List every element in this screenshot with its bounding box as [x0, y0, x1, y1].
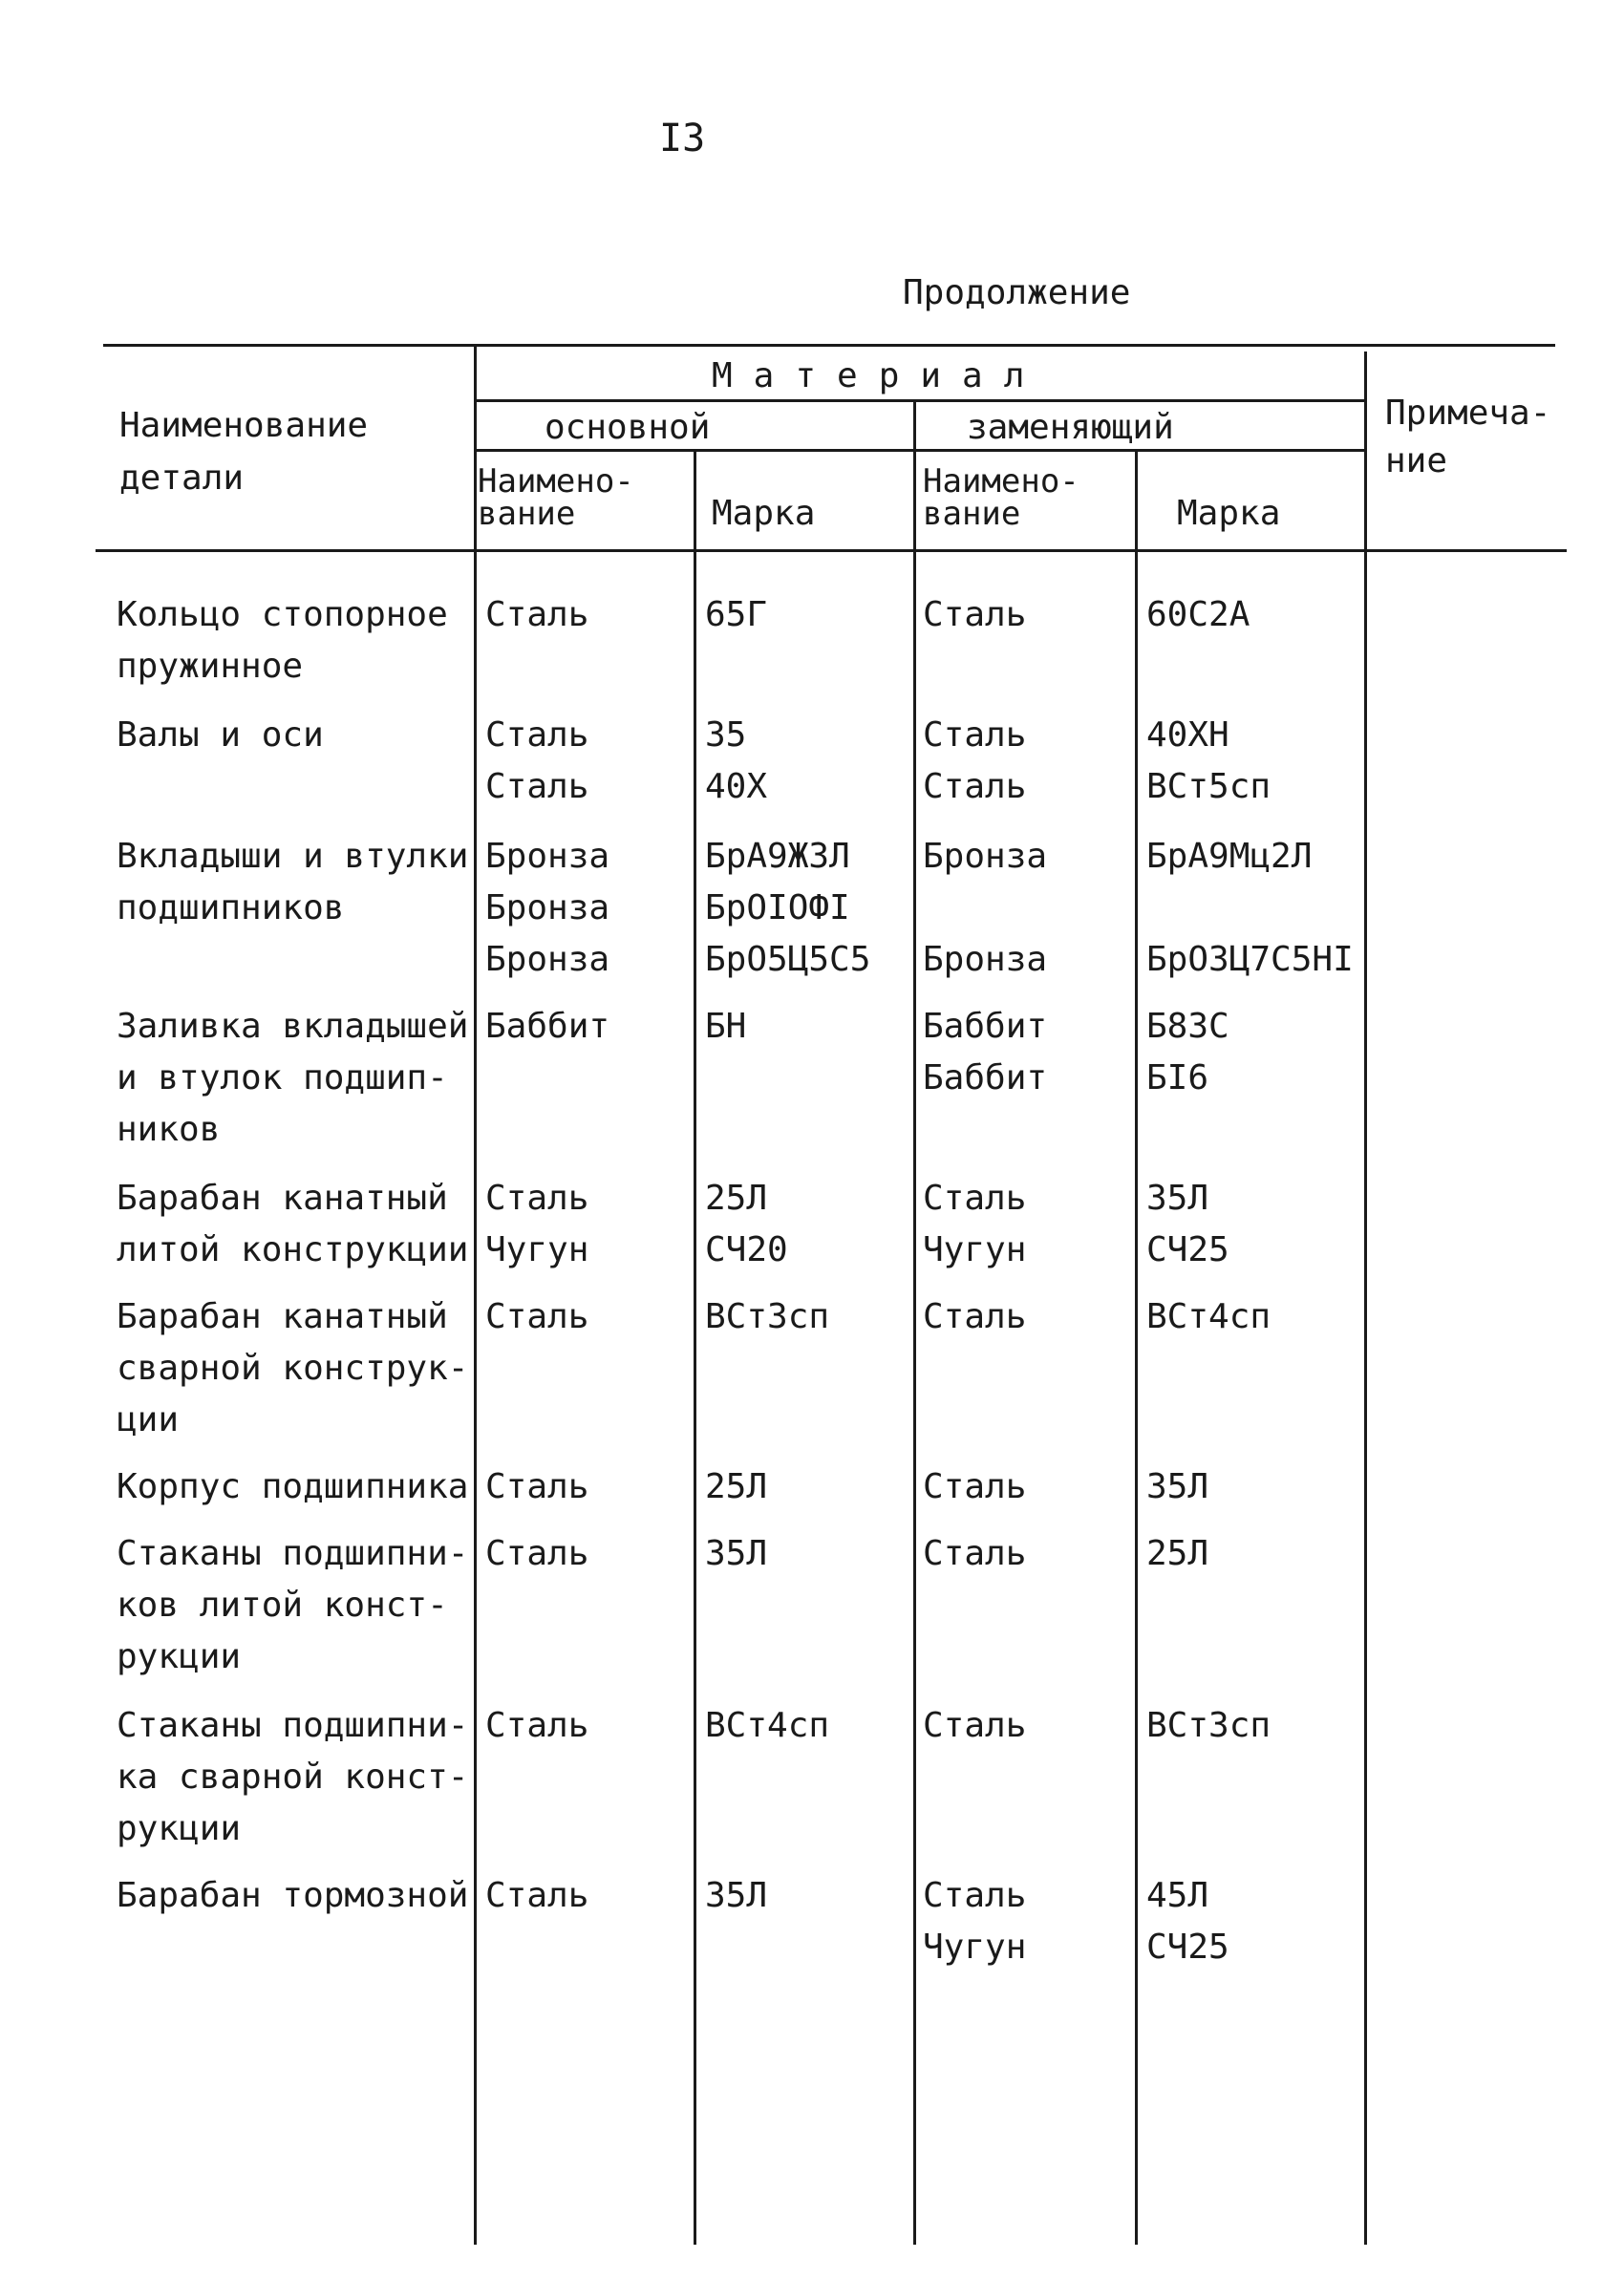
basic-grade-cell: БрОIОФI [705, 888, 850, 927]
substitute-grade-cell: 35Л [1146, 1467, 1209, 1506]
substitute-grade-cell: ВСт4сп [1146, 1297, 1271, 1336]
part-name-cell: ков литой конст- [117, 1586, 448, 1625]
header-sub-grade: Марка [1177, 494, 1281, 533]
substitute-grade-cell: СЧ25 [1146, 1928, 1229, 1967]
basic-name-cell: Сталь [485, 1467, 589, 1506]
substitute-name-cell: Сталь [923, 1876, 1027, 1915]
substitute-name-cell: Сталь [923, 1297, 1027, 1336]
basic-grade-cell: 25Л [705, 1179, 768, 1218]
basic-name-cell: Бронза [485, 888, 610, 927]
basic-name-cell: Сталь [485, 1706, 589, 1745]
part-name-cell: пружинное [117, 647, 304, 686]
header-material: Материал [712, 356, 1046, 395]
header-substitute: заменяющий [967, 408, 1174, 447]
substitute-name-cell: Сталь [923, 767, 1027, 806]
table-top-rule [103, 344, 1555, 347]
substitute-grade-cell: ВСт5сп [1146, 767, 1271, 806]
header-bottom-rule [96, 549, 1567, 552]
basic-name-cell: Сталь [485, 1534, 589, 1573]
substitute-grade-cell: Б83С [1146, 1007, 1229, 1046]
substitute-name-cell: Бронза [923, 837, 1048, 876]
substitute-grade-cell: 35Л [1146, 1179, 1209, 1218]
col-divider-5 [1364, 352, 1367, 2245]
basic-name-cell: Сталь [485, 767, 589, 806]
substitute-grade-cell: ВСт3сп [1146, 1706, 1271, 1745]
basic-name-cell: Бронза [485, 940, 610, 979]
basic-name-cell: Сталь [485, 715, 589, 755]
part-name-cell: ников [117, 1110, 221, 1149]
part-name-cell: подшипников [117, 888, 345, 927]
basic-name-cell: Сталь [485, 595, 589, 634]
col-divider-1 [474, 344, 477, 2245]
basic-name-cell: Сталь [485, 1297, 589, 1336]
basic-grade-cell: 35 [705, 715, 747, 755]
basic-grade-cell: 65Г [705, 595, 768, 634]
header-basic-grade: Марка [712, 494, 816, 533]
part-name-cell: Вкладыши и втулки [117, 837, 469, 876]
substitute-grade-cell: 60С2А [1146, 595, 1250, 634]
part-name-cell: Барабан тормозной [117, 1876, 469, 1915]
basic-name-cell: Сталь [485, 1179, 589, 1218]
basic-grade-cell: 35Л [705, 1534, 768, 1573]
page-number: I3 [659, 117, 706, 160]
header-sub-name-2: вание [923, 495, 1021, 533]
part-name-cell: Корпус подшипника [117, 1467, 469, 1506]
part-name-cell: литой конструкции [117, 1230, 469, 1269]
substitute-grade-cell: БI6 [1146, 1058, 1209, 1097]
substitute-grade-cell: 25Л [1146, 1534, 1209, 1573]
header-note-1: Примеча- [1385, 394, 1551, 433]
material-rule [476, 399, 1364, 402]
substitute-name-cell: Сталь [923, 1467, 1027, 1506]
part-name-cell: ции [117, 1400, 180, 1439]
substitute-name-cell: Баббит [923, 1007, 1048, 1046]
basic-grade-cell: 40Х [705, 767, 768, 806]
basic-grade-cell: СЧ20 [705, 1230, 788, 1269]
part-name-cell: Стаканы подшипни- [117, 1706, 469, 1745]
substitute-grade-cell: 40ХН [1146, 715, 1229, 755]
substitute-name-cell: Чугун [923, 1928, 1027, 1967]
substitute-name-cell: Баббит [923, 1058, 1048, 1097]
part-name-cell: Барабан канатный [117, 1179, 448, 1218]
substitute-grade-cell: БрА9Мц2Л [1146, 837, 1313, 876]
substitute-name-cell: Чугун [923, 1230, 1027, 1269]
basic-grade-cell: ВСт3сп [705, 1297, 830, 1336]
part-name-cell: Стаканы подшипни- [117, 1534, 469, 1573]
continuation-label: Продолжение [903, 273, 1131, 312]
substitute-name-cell: Сталь [923, 1534, 1027, 1573]
header-part-name-2: детали [119, 458, 245, 498]
basic-grade-cell: БН [705, 1007, 747, 1046]
header-part-name-1: Наименование [119, 406, 369, 445]
header-note-2: ние [1385, 441, 1448, 480]
part-name-cell: сварной конструк- [117, 1349, 469, 1388]
part-name-cell: Барабан канатный [117, 1297, 448, 1336]
basic-grade-cell: 35Л [705, 1876, 768, 1915]
basic-grade-cell: ВСт4сп [705, 1706, 830, 1745]
substitute-name-cell: Сталь [923, 1179, 1027, 1218]
col-divider-3 [913, 399, 916, 2245]
col-divider-2 [694, 449, 696, 2245]
basic-name-cell: Сталь [485, 1876, 589, 1915]
header-basic-name-1: Наимено- [478, 462, 634, 501]
substitute-grade-cell: БрО3Ц7С5НI [1146, 940, 1354, 979]
basic-name-cell: Бронза [485, 837, 610, 876]
header-basic: основной [545, 408, 711, 447]
basic-grade-cell: БрА9Ж3Л [705, 837, 850, 876]
part-name-cell: Кольцо стопорное [117, 595, 448, 634]
substitute-grade-cell: СЧ25 [1146, 1230, 1229, 1269]
substitute-name-cell: Сталь [923, 595, 1027, 634]
col-divider-4 [1135, 449, 1138, 2245]
part-name-cell: Валы и оси [117, 715, 324, 755]
basic-grade-cell: БрО5Ц5С5 [705, 940, 871, 979]
substitute-name-cell: Бронза [923, 940, 1048, 979]
part-name-cell: рукции [117, 1809, 242, 1848]
basic-name-cell: Баббит [485, 1007, 610, 1046]
substitute-name-cell: Сталь [923, 1706, 1027, 1745]
header-basic-name-2: вание [478, 495, 576, 533]
substitute-name-cell: Сталь [923, 715, 1027, 755]
basic-grade-cell: 25Л [705, 1467, 768, 1506]
part-name-cell: Заливка вкладышей [117, 1007, 469, 1046]
part-name-cell: ка сварной конст- [117, 1758, 469, 1797]
header-sub-name-1: Наимено- [923, 462, 1079, 501]
substitute-grade-cell: 45Л [1146, 1876, 1209, 1915]
part-name-cell: и втулок подшип- [117, 1058, 448, 1097]
part-name-cell: рукции [117, 1637, 242, 1676]
basic-name-cell: Чугун [485, 1230, 589, 1269]
